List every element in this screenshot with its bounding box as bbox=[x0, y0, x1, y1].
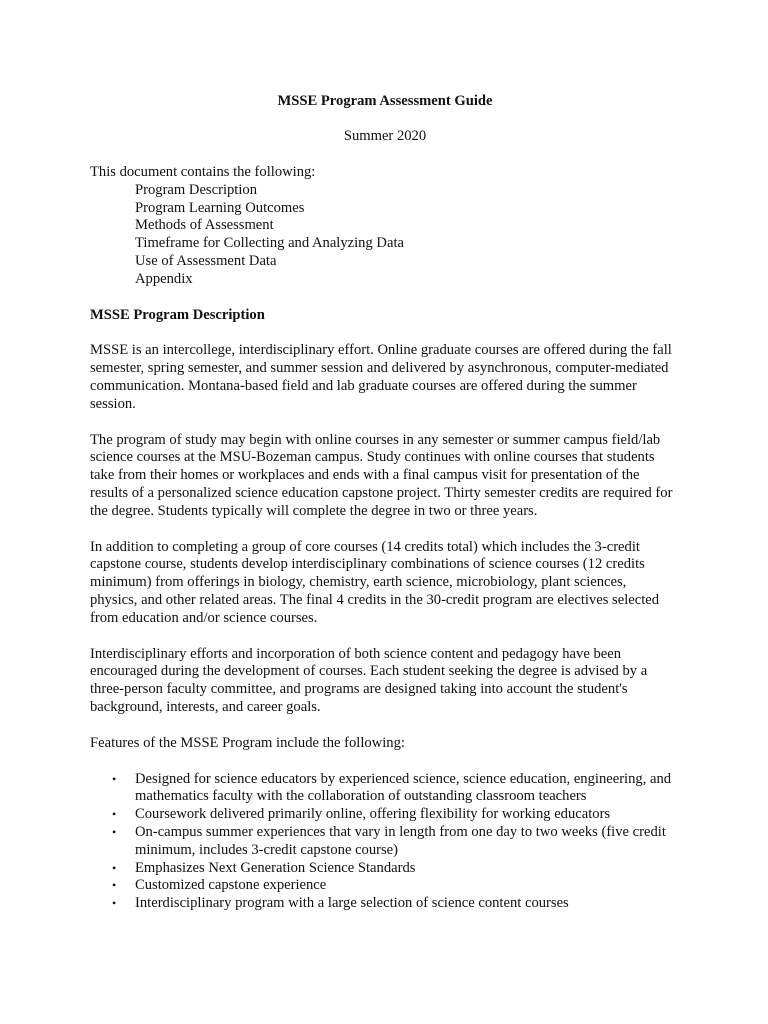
feature-item bbox=[90, 895, 675, 913]
contents-list bbox=[90, 182, 680, 289]
feature-text: Emphasizes Next Generation Science Standards bbox=[135, 859, 416, 876]
paragraph: MSSE is an intercollege, interdisciplinary effort. Online graduate courses are offered during the fall semester, spring semester, and summer session and delivered by asynchronous, computer-mediated communication. Montana-based field and lab graduate courses are offered during the summer session. bbox=[90, 342, 672, 412]
bullet-icon: • bbox=[112, 807, 117, 822]
document-page bbox=[90, 93, 680, 913]
bullet-icon: • bbox=[112, 824, 117, 839]
feature-text: Designed for science educators by experienced science, science education, engineering, and mathematics faculty with the collaboration of outstanding classroom teachers bbox=[135, 770, 672, 805]
section-heading: MSSE Program Description bbox=[90, 306, 265, 323]
contents-item: Methods of Assessment bbox=[135, 217, 274, 234]
features-list bbox=[90, 771, 680, 913]
contents-item: Program Learning Outcomes bbox=[135, 199, 305, 216]
document-title: MSSE Program Assessment Guide bbox=[277, 93, 493, 109]
bullet-icon: • bbox=[112, 860, 117, 875]
feature-item bbox=[90, 877, 675, 895]
feature-text: On-campus summer experiences that vary in length from one day to two weeks (five credit minimum, includes 3-credit capstone course) bbox=[135, 823, 666, 858]
bullet-icon: • bbox=[112, 878, 117, 893]
bullet-icon: • bbox=[112, 771, 117, 786]
feature-text: Coursework delivered primarily online, offering flexibility for working educators bbox=[135, 806, 611, 823]
contents-intro: This document contains the following: bbox=[90, 164, 316, 180]
feature-text: Interdisciplinary program with a large selection of science content courses bbox=[135, 895, 569, 912]
paragraph: The program of study may begin with online courses in any semester or summer campus field/lab science courses at the MSU-Bozeman campus. Study continues with online courses that students take from their homes or workplaces and ends with a final campus visit for presentation of the results of a personalized science education capstone project. Thirty semester credits are required for the degree. Students typically will complete the degree in two or three years. bbox=[90, 431, 673, 519]
feature-text: Customized capstone experience bbox=[135, 877, 327, 894]
bullet-icon: • bbox=[112, 896, 117, 911]
document-date: Summer 2020 bbox=[343, 128, 427, 144]
paragraph: Interdisciplinary efforts and incorporation of both science content and pedagogy have been encouraged during the development of courses. Each student seeking the degree is advised by a three-person faculty committee, and programs are designed taking into account the student's background, interests, and career goals. bbox=[90, 645, 648, 715]
contents-item: Appendix bbox=[135, 270, 193, 287]
contents-item: Program Description bbox=[135, 181, 257, 198]
paragraph: In addition to completing a group of core courses (14 credits total) which includes the 3-credit capstone course, students develop interdisciplinary combinations of science courses (12 credits minimum) from offerings in biology, chemistry, earth science, microbiology, plant sciences, physics, and other related areas. The final 4 credits in the 30-credit program are electives selected from education and/or science courses. bbox=[90, 538, 660, 626]
feature-item bbox=[90, 824, 675, 860]
features-intro: Features of the MSSE Program include the following: bbox=[90, 734, 405, 751]
feature-item bbox=[90, 806, 675, 824]
contents-item: Timeframe for Collecting and Analyzing Data bbox=[135, 235, 404, 252]
feature-item bbox=[90, 771, 675, 807]
feature-item bbox=[90, 860, 675, 878]
contents-item: Use of Assessment Data bbox=[135, 252, 277, 269]
